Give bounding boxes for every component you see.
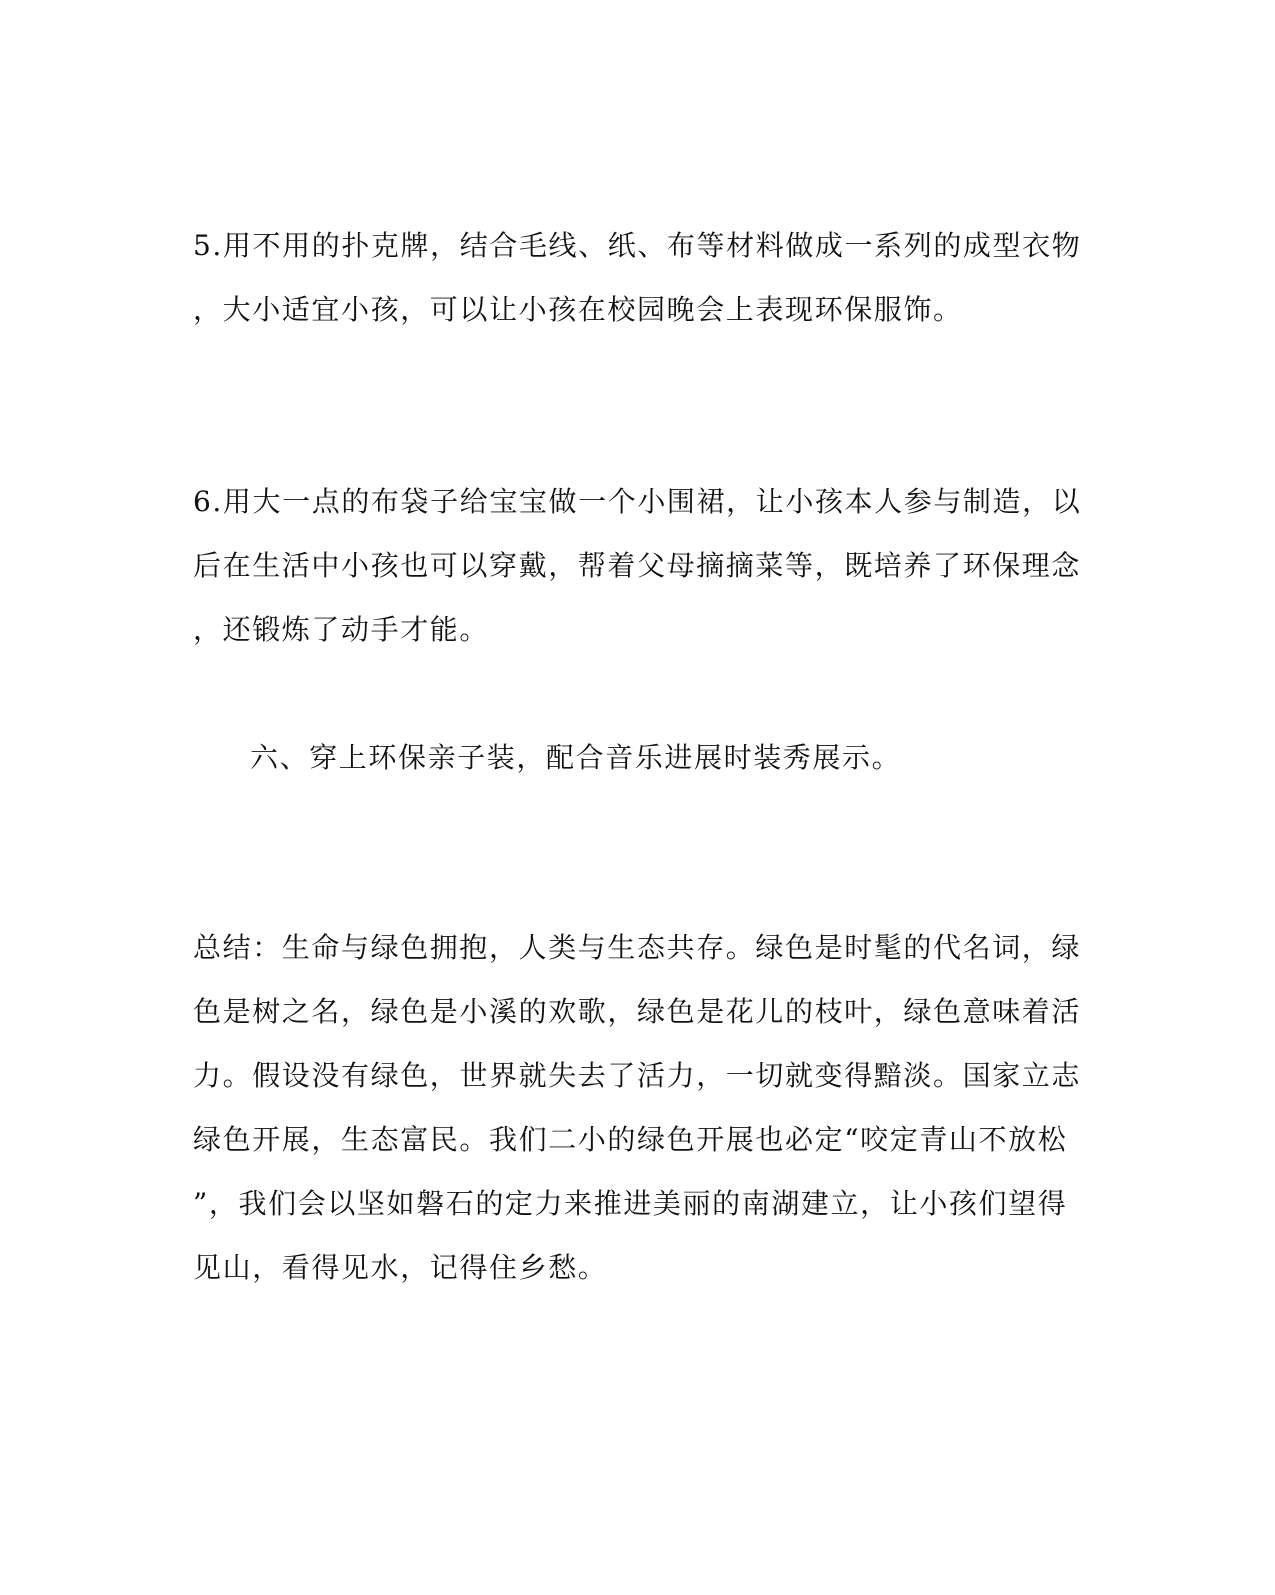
paragraph-line: 力。假设没有绿色，世界就失去了活力，一切就变得黯淡。国家立志: [193, 1059, 1082, 1092]
paragraph-line: ，还锻炼了动手才能。: [193, 613, 490, 646]
paragraph-line: ”，我们会以坚如磐石的定力来推进美丽的南湖建立，让小孩们望得: [193, 1187, 1068, 1220]
paragraph-line: 见山，看得见水，记得住乡愁。: [193, 1251, 608, 1284]
paragraph-line: 6.用大一点的布袋子给宝宝做一个小围裙，让小孩本人参与制造，以: [193, 485, 1082, 518]
section-6-heading: 六、穿上环保亲子装，配合音乐进展时装秀展示。: [250, 741, 902, 774]
paragraph-line: 绿色开展，生态富民。我们二小的绿色开展也必定“咬定青山不放松: [193, 1123, 1068, 1156]
paragraph-line: ，大小适宜小孩，可以让小孩在校园晚会上表现环保服饰。: [193, 293, 963, 326]
paragraph-line: 色是树之名，绿色是小溪的欢歌，绿色是花儿的枝叶，绿色意味着活: [193, 995, 1082, 1028]
paragraph-line: 5.用不用的扑克牌，结合毛线、纸、布等材料做成一系列的成型衣物: [193, 229, 1082, 262]
paragraph-line: 总结：生命与绿色拥抱，人类与生态共存。绿色是时髦的代名词，绿: [193, 931, 1082, 964]
paragraph-line: 后在生活中小孩也可以穿戴，帮着父母摘摘菜等，既培养了环保理念: [193, 549, 1082, 582]
